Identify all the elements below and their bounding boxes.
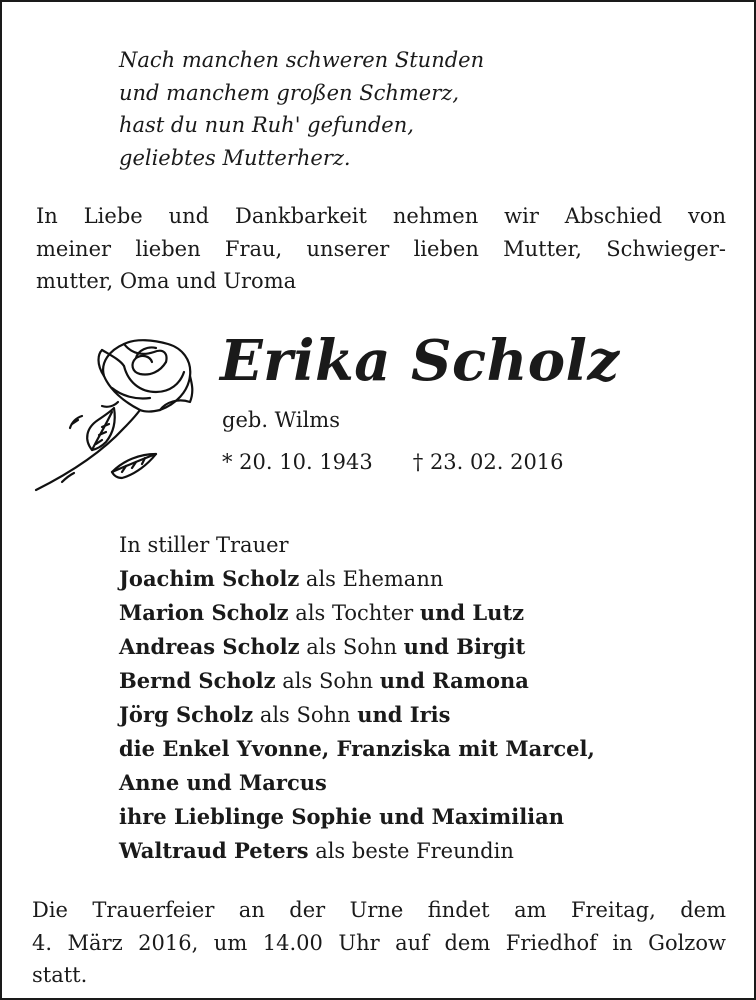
mourner-relation: als Sohn bbox=[253, 703, 358, 727]
mourner-name: und Ramona bbox=[379, 668, 529, 693]
rose-icon bbox=[32, 332, 207, 502]
mourner-name: Joachim Scholz bbox=[119, 566, 300, 591]
mourner-name: Waltraud Peters bbox=[119, 838, 309, 863]
mourner-row bbox=[119, 562, 595, 596]
funeral-line: 4. März 2016, um 14.00 Uhr auf dem Friedhof in Golzow bbox=[32, 930, 726, 955]
poem bbox=[119, 44, 484, 174]
poem-line: hast du nun Ruh' gefunden, bbox=[119, 113, 414, 137]
poem-line: Nach manchen schweren Stunden bbox=[119, 48, 485, 72]
mourner-name: ihre Lieblinge Sophie und Maximilian bbox=[119, 804, 565, 829]
mourner-name: und Birgit bbox=[403, 634, 526, 659]
mourner-name: Anne und Marcus bbox=[119, 770, 327, 795]
mourner-row bbox=[119, 800, 595, 834]
birth-name: geb. Wilms bbox=[222, 408, 341, 432]
mourner-relation: als beste Freundin bbox=[308, 839, 514, 863]
mourner-name: Marion Scholz bbox=[119, 600, 289, 625]
mourner-row bbox=[119, 834, 595, 868]
mourner-relation: als Tochter bbox=[288, 601, 420, 625]
mourner-name: die Enkel Yvonne, Franziska mit Marcel, bbox=[119, 736, 595, 761]
deceased-name: Erika Scholz bbox=[220, 328, 620, 394]
mourner-row bbox=[119, 766, 595, 800]
mourner-relation: als Sohn bbox=[299, 635, 404, 659]
mourner-row bbox=[119, 664, 595, 698]
mourner-name: und Iris bbox=[357, 702, 451, 727]
mourners-list bbox=[119, 528, 595, 868]
life-dates bbox=[222, 450, 564, 474]
intro-line: In Liebe und Dankbarkeit nehmen wir Abschied von bbox=[36, 204, 726, 228]
death-date: † 23. 02. 2016 bbox=[412, 450, 564, 474]
intro-text bbox=[36, 200, 726, 298]
funeral-line: Die Trauerfeier an der Urne findet am Freitag, dem bbox=[32, 898, 726, 922]
mourner-row bbox=[119, 630, 595, 664]
funeral-info bbox=[32, 894, 726, 992]
mourner-name: und Lutz bbox=[419, 600, 525, 625]
mourner-relation: als Ehemann bbox=[299, 567, 444, 591]
mourner-relation: als Sohn bbox=[275, 669, 380, 693]
birth-date: * 20. 10. 1943 bbox=[222, 450, 373, 474]
poem-line: geliebtes Mutterherz. bbox=[119, 145, 351, 170]
intro-line: mutter, Oma und Uroma bbox=[36, 269, 297, 293]
mourner-name: Andreas Scholz bbox=[119, 634, 300, 659]
intro-line: meiner lieben Frau, unserer lieben Mutter, Schwieger- bbox=[36, 236, 726, 261]
funeral-line: statt. bbox=[32, 963, 88, 987]
mourners-heading: In stiller Trauer bbox=[119, 533, 289, 557]
mourner-row bbox=[119, 732, 595, 766]
mourner-name: Jörg Scholz bbox=[119, 702, 254, 727]
mourner-name: Bernd Scholz bbox=[119, 668, 276, 693]
mourner-row bbox=[119, 698, 595, 732]
mourner-row bbox=[119, 596, 595, 630]
poem-line: und manchem großen Schmerz, bbox=[119, 80, 459, 105]
